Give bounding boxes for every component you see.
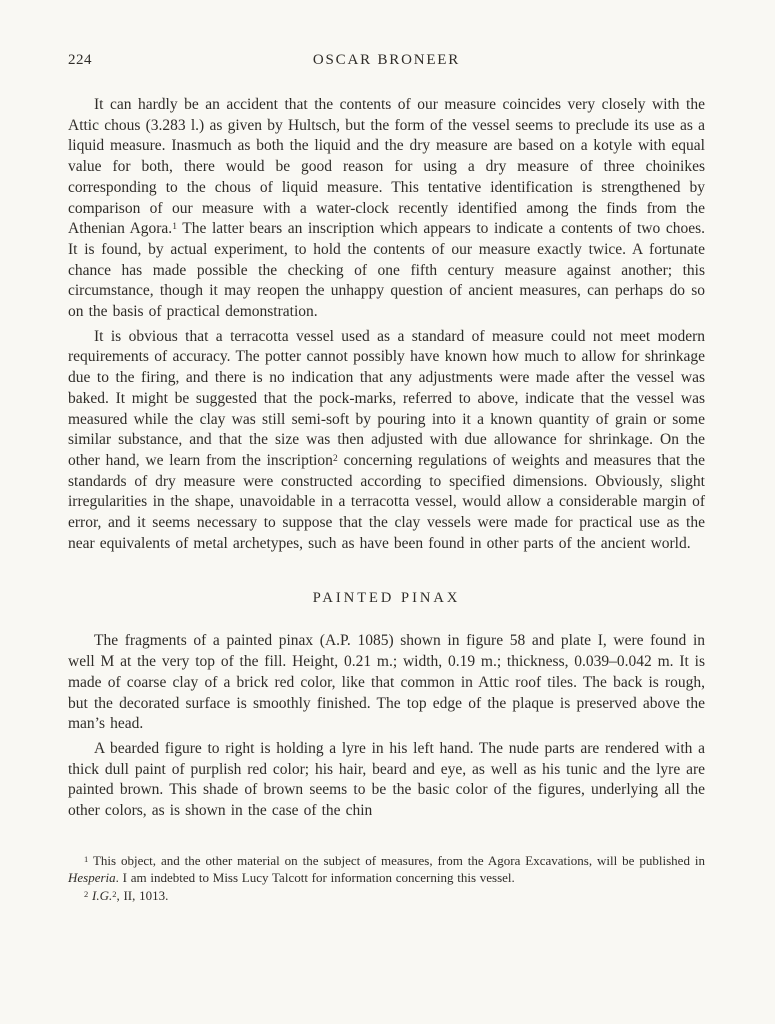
footnote-2-marker: 2 bbox=[84, 888, 89, 899]
paragraph-2 bbox=[68, 327, 705, 555]
article-body bbox=[68, 95, 705, 822]
footnote-2-text: , II, 1013. bbox=[116, 887, 169, 903]
running-title: OSCAR BRONEER bbox=[312, 52, 461, 68]
paragraph-3: The fragments of a painted pinax (A.P. 1085) shown in figure 58 and plate I, were found in well M at the very top of the fill. Height, 0.21 m.; width, 0.19 m.; thickness, 0.039–0.042 m. It is made of coarse clay of a brick red color, like that common in Attic roof tiles. The back is rough, but the decorated surface is smoothly finished. The top edge of the plaque is preserved above the man’s head. bbox=[68, 632, 705, 733]
footnote-1-journal-title: Hesperia bbox=[68, 870, 116, 886]
paragraph-2-text: It is obvious that a terracotta vessel used as a standard of measure could not meet modern requirements of accuracy. The potter cannot possibly have known how much to allow for shrinkage due to the firing, and there is no indication that any adjustments were made after the vessel was baked. It might be suggested that the pock-marks, referred to above, indicate that the vessel was measured while the clay was still semi-soft by pouring into it a known quantity of grain or some similar substance, and that the size was then adjusted with due allowance for shrinkage. On the other hand, we learn from the inscription bbox=[68, 327, 705, 469]
footnote-marker-2: 2 bbox=[332, 453, 338, 464]
paragraph-1-text: It can hardly be an accident that the contents of our measure coincides very closely with the Attic chous (3.283 l.) as given by Hultsch, but the form of the vessel seems to preclude its use as a liquid measure. Inasmuch as both the liquid and the dry measure are based on a kotyle with equal value for both, there would be good reason for using a dry measure of three choinikes corresponding to the chous of liquid measure. This tentative identification is strengthened by comparison of our measure with a water-clock recently identified among the finds from the Athenian Agora. bbox=[68, 96, 705, 238]
running-header bbox=[68, 52, 705, 69]
paragraph-1 bbox=[68, 95, 705, 323]
paragraph-2-text-cont: concerning regulations of weights and measures that the standards of dry measure were constructed according to specified dimensions. Obviously, slight irregularities in the shape, unavoidable in a terracotta vessel, would allow a considerable margin of error, and it seems necessary to suppose that the clay vessels were made for practical use as the near equivalents of metal archetypes, such as have been found in other parts of the ancient world. bbox=[68, 451, 705, 552]
footnote-marker-1: 1 bbox=[172, 222, 177, 233]
footnote-1 bbox=[68, 852, 705, 887]
footnote-2 bbox=[68, 887, 705, 905]
page-number: 224 bbox=[68, 52, 92, 68]
paragraph-4: A bearded figure to right is holding a lyre in his left hand. The nude parts are rendered with a thick dull paint of purplish red color; his hair, beard and eye, as well as his tunic and the lyre are painted brown. This shade of brown seems to be the basic color of the figures, underlying all the other colors, as is shown in the case of the chin bbox=[68, 739, 705, 820]
paragraph-1-text-cont: The latter bears an inscription which appears to indicate a contents of two choes. It is found, by actual experiment, to hold the contents of our measure exactly twice. A fortunate chance has made possible the checking of one fifth century measure against another; this circumstance, though it may reopen the unhappy question of ancient measures, can perhaps do so on the basis of practical demonstration. bbox=[68, 220, 705, 321]
section-heading: PAINTED PINAX bbox=[312, 590, 461, 607]
footnote-2-edition-superscript: 2 bbox=[112, 888, 117, 899]
footnote-2-work-title: I.G. bbox=[92, 887, 113, 903]
footnote-1-marker: 1 bbox=[84, 853, 89, 864]
footnote-1-text-cont: . I am indebted to Miss Lucy Talcott for information concerning this vessel. bbox=[115, 870, 515, 886]
footnote-1-text: This object, and the other material on the subject of measures, from the Agora Excavations, will be published in bbox=[88, 852, 705, 868]
footnotes-section bbox=[68, 852, 705, 905]
